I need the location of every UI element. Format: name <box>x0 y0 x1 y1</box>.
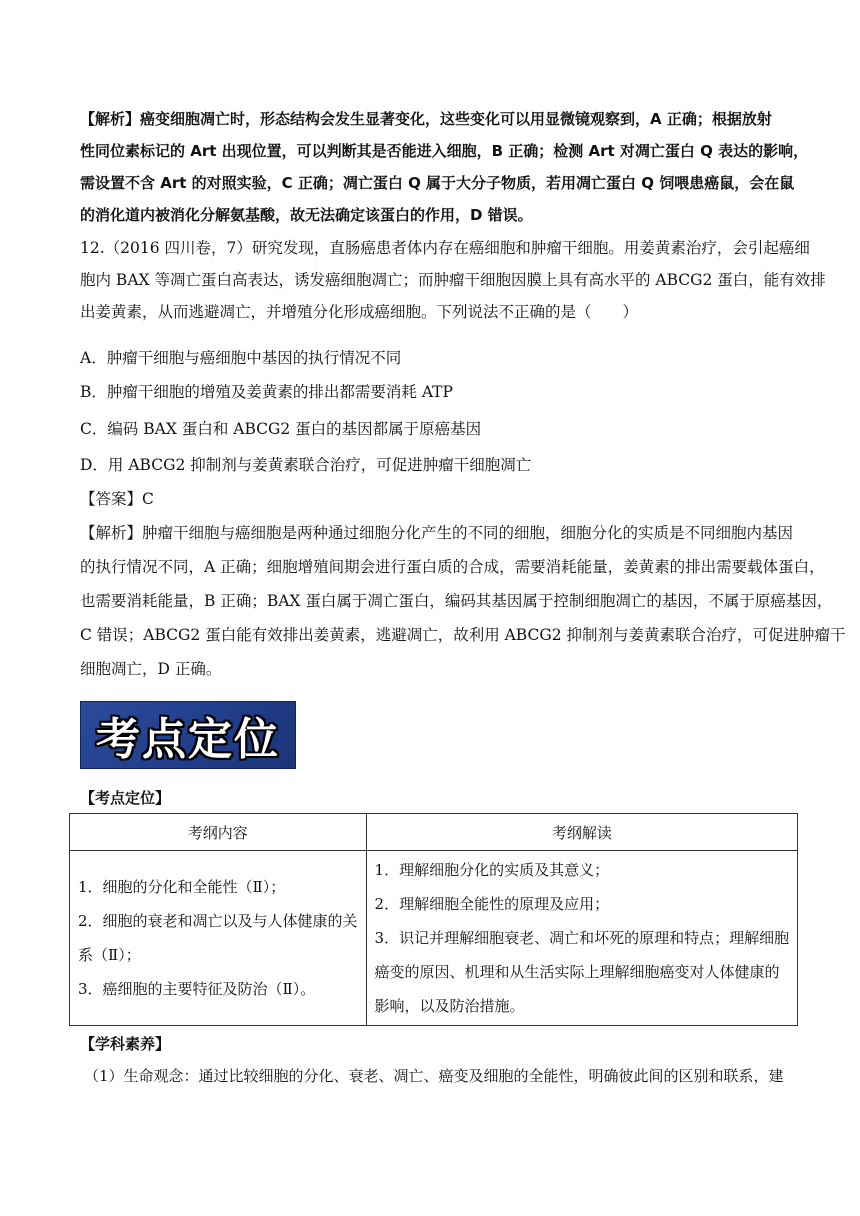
question-stem: 12.（2016 四川卷，7）研究发现，直肠癌患者体内存在癌细胞和肿瘤干细胞。用姜黄素治疗，会引起癌细 <box>80 239 810 257</box>
list-item: 1．理解细胞分化的实质及其意义； <box>374 861 610 879</box>
analysis2-line: 也需要消耗能量，B 正确；BAX 蛋白属于凋亡蛋白，编码其基因属于控制细胞凋亡的基因，不属于原癌基因， <box>80 592 833 610</box>
table-header: 考纲内容 <box>70 814 367 851</box>
kaodian-banner-text: 考点定位 <box>96 714 280 765</box>
analysis2-line: C 错误；ABCG2 蛋白能有效排出姜黄素，逃避凋亡，故利用 ABCG2 抑制剂与姜黄素联合治疗，可促进肿瘤干 <box>80 626 846 644</box>
analysis1-line: 的消化道内被消化分解氨基酸，故无法确定该蛋白的作用，D 错误。 <box>80 206 533 224</box>
table-header-row <box>70 814 798 851</box>
list-item: 影响，以及防治措施。 <box>374 997 525 1015</box>
outline-table <box>69 813 798 1026</box>
answer: 【答案】C <box>80 490 154 508</box>
table-header: 考纲解读 <box>366 814 798 851</box>
option-b: B．肿瘤干细胞的增殖及姜黄素的排出都需要消耗 ATP <box>80 383 453 401</box>
list-item: 3．癌细胞的主要特征及防治（Ⅱ）。 <box>78 980 316 998</box>
table-cell-interpretation <box>366 851 798 1026</box>
analysis1-line: 需设置不含 Art 的对照实验，C 正确；凋亡蛋白 Q 属于大分子物质，若用凋亡蛋白 Q 饲喂患癌鼠，会在鼠 <box>80 174 795 192</box>
section-heading-kaodian: 【考点定位】 <box>80 789 171 807</box>
option-a: A．肿瘤干细胞与癌细胞中基因的执行情况不同 <box>80 349 402 367</box>
list-item: 癌变的原因、机理和从生活实际上理解细胞癌变对人体健康的 <box>374 963 780 981</box>
option-d: D．用 ABCG2 抑制剂与姜黄素联合治疗，可促进肿瘤干细胞凋亡 <box>80 456 532 474</box>
analysis2-line: 【解析】肿瘤干细胞与癌细胞是两种通过细胞分化产生的不同的细胞，细胞分化的实质是不同细胞内基因 <box>80 524 794 542</box>
table-cell-content <box>70 851 367 1026</box>
list-item: 1．细胞的分化和全能性（Ⅱ）； <box>78 878 286 896</box>
question-stem: 胞内 BAX 等凋亡蛋白高表达，诱发癌细胞凋亡；而肿瘤干细胞因膜上具有高水平的 ABCG2 蛋白，能有效排 <box>80 271 826 289</box>
table-row <box>70 851 798 1026</box>
list-item: 3．识记并理解细胞衰老、凋亡和坏死的原理和特点；理解细胞 <box>374 929 790 947</box>
list-item: 2．理解细胞全能性的原理及应用； <box>374 895 610 913</box>
list-item: 系（Ⅱ）； <box>78 946 141 964</box>
analysis2-line: 细胞凋亡，D 正确。 <box>80 660 222 678</box>
kaodian-banner <box>80 701 296 769</box>
analysis2-line: 的执行情况不同，A 正确；细胞增殖间期会进行蛋白质的合成，需要消耗能量，姜黄素的排出需要载体蛋白， <box>80 558 825 576</box>
section-heading-suyang: 【学科素养】 <box>80 1035 171 1053</box>
analysis1-line: 【解析】癌变细胞凋亡时，形态结构会发生显著变化，这些变化可以用显微镜观察到，A 正确；根据放射 <box>80 110 772 128</box>
suyang-line: （1）生命观念：通过比较细胞的分化、衰老、凋亡、癌变及细胞的全能性，明确彼此间的区别和联系，建 <box>84 1067 784 1085</box>
option-c: C．编码 BAX 蛋白和 ABCG2 蛋白的基因都属于原癌基因 <box>80 420 482 438</box>
list-item: 2．细胞的衰老和凋亡以及与人体健康的关 <box>78 912 358 930</box>
analysis1-line: 性同位素标记的 Art 出现位置，可以判断其是否能进入细胞，B 正确；检测 Art 对凋亡蛋白 Q 表达的影响， <box>80 142 809 160</box>
question-stem: 出姜黄素，从而逃避凋亡，并增殖分化形成癌细胞。下列说法不正确的是（ ） <box>80 303 639 321</box>
